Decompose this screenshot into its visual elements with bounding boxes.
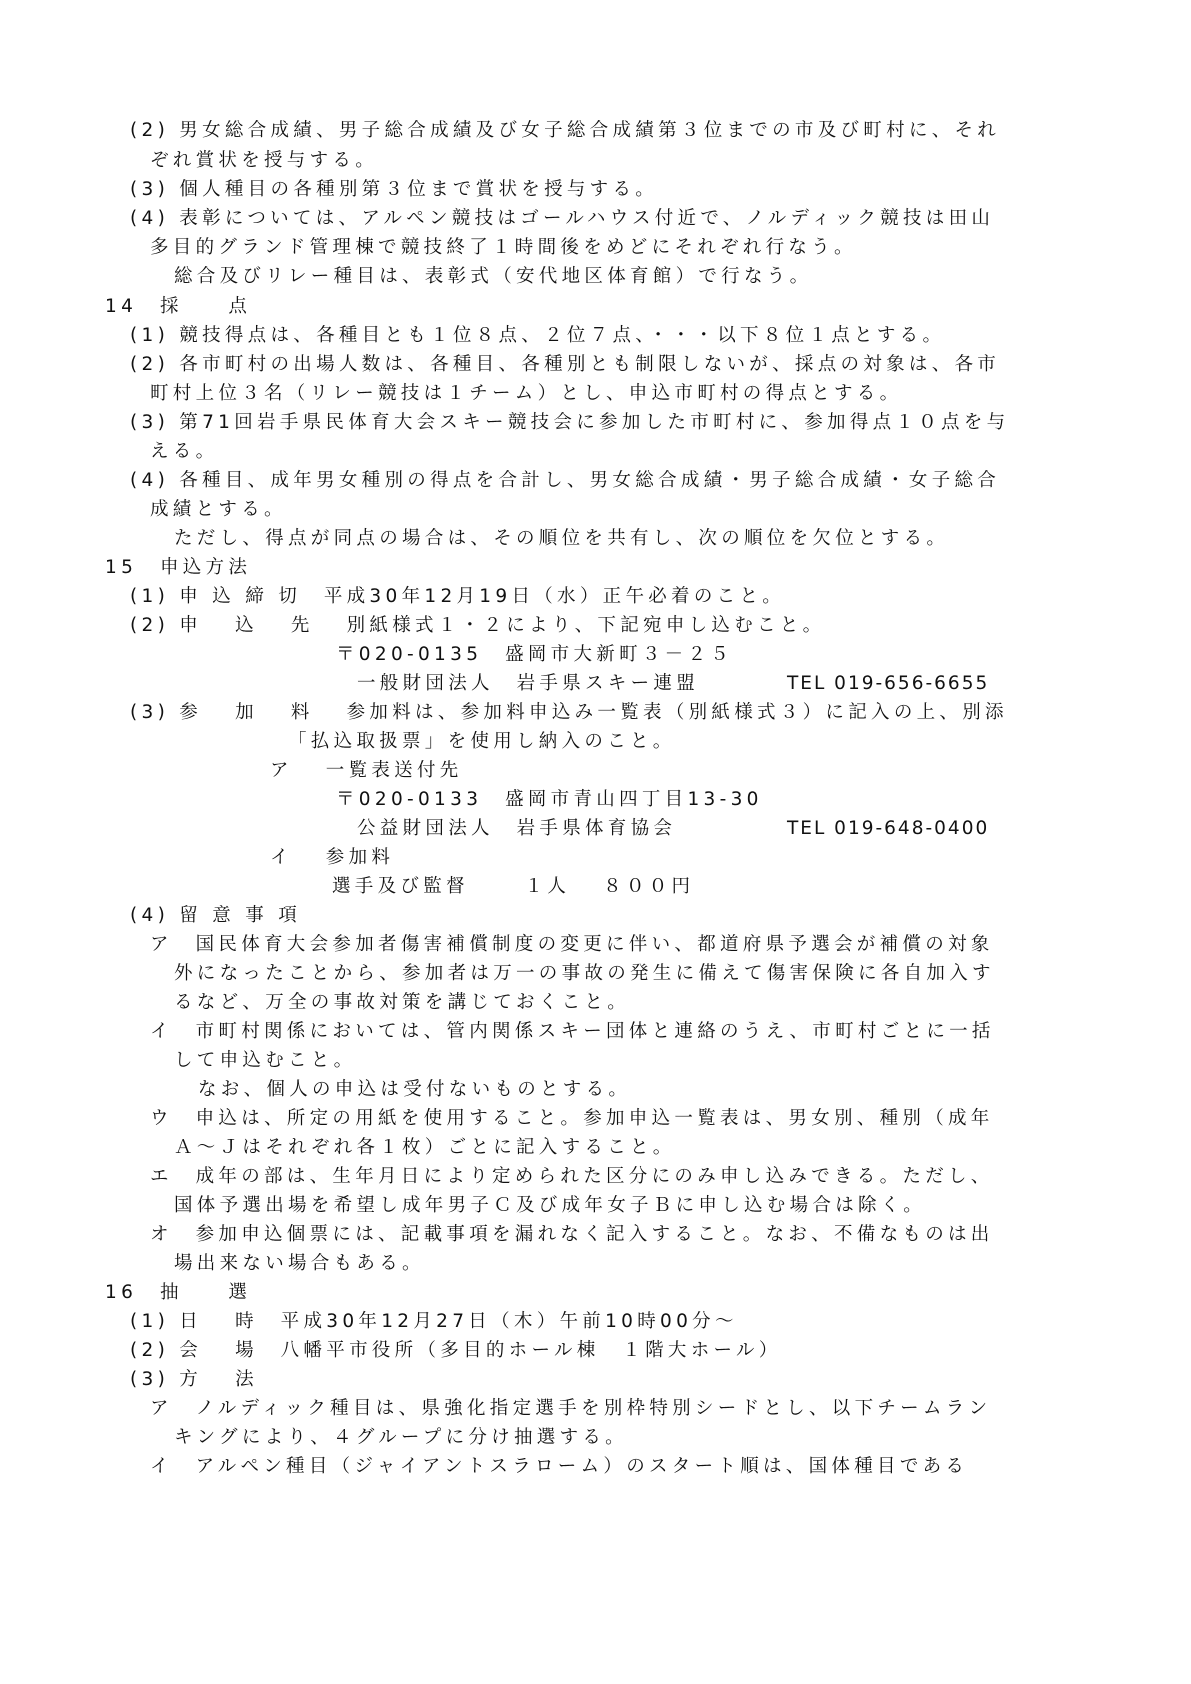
text-line: イ 参加料	[270, 847, 395, 868]
text-line: える。	[150, 441, 219, 462]
text-line: オ 参加申込個票には、記載事項を漏れなく記入すること。なお、不備なものは出	[150, 1224, 994, 1245]
section-heading: 16 抽 選	[105, 1282, 252, 1303]
text-line: (4) 表彰については、アルペン競技はゴールハウス付近で、ノルディック競技は田山	[130, 208, 995, 229]
text-line: (1) 申 込 締 切 平成30年12月19日（水）正午必着のこと。	[130, 586, 786, 607]
address-line: 〒020-0133 盛岡市青山四丁目13-30	[336, 789, 763, 810]
section-heading: 15 申込方法	[105, 557, 252, 578]
text-line: 「払込取扱票」を使用し納入のこと。	[288, 731, 676, 752]
text-line: (3) 個人種目の各種別第３位まで賞状を授与する。	[130, 179, 659, 200]
text-line: 外になったことから、参加者は万一の事故の発生に備えて傷害保険に各自加入す	[174, 963, 995, 984]
text-line: 多目的グランド管理棟で競技終了１時間後をめどにそれぞれ行なう。	[150, 237, 857, 258]
text-line: ア ノルディック種目は、県強化指定選手を別枠特別シードとし、以下チームラン	[150, 1398, 992, 1419]
text-line: 成績とする。	[150, 499, 287, 520]
address-line: 〒020-0135 盛岡市大新町３－２５	[336, 644, 734, 665]
phone-number: TEL 019-656-6655	[787, 673, 990, 694]
text-line: エ 成年の部は、生年月日により定められた区分にのみ申し込みできる。ただし、	[150, 1166, 994, 1187]
section-heading: 14 採 点	[105, 296, 252, 317]
text-line: (2) 男女総合成績、男子総合成績及び女子総合成績第３位までの市及び町村に、それ	[130, 120, 1001, 141]
text-line: なお、個人の申込は受付ないものとする。	[198, 1079, 632, 1100]
text-line: ウ 申込は、所定の用紙を使用すること。参加申込一覧表は、男女別、種別（成年	[150, 1108, 994, 1129]
fee-line: 選手及び監督 １人 ８００円	[332, 876, 695, 897]
text-line: して申込むこと。	[174, 1050, 357, 1071]
text-line: (3) 方 法	[130, 1369, 258, 1390]
organization-name: 一般財団法人 岩手県スキー連盟	[357, 673, 700, 694]
text-line: 国体予選出場を希望し成年男子Ｃ及び成年女子Ｂに申し込む場合は除く。	[174, 1195, 927, 1216]
text-line: (2) 会 場 八幡平市役所（多目的ホール棟 １階大ホール）	[130, 1340, 782, 1361]
text-line: イ 市町村関係においては、管内関係スキー団体と連絡のうえ、市町村ごとに一括	[150, 1021, 995, 1042]
text-line: (2) 申 込 先 別紙様式１・２により、下記宛申し込むこと。	[130, 615, 826, 636]
text-line: 総合及びリレー種目は、表彰式（安代地区体育館）で行なう。	[174, 266, 813, 287]
text-line: 場出来ない場合もある。	[174, 1253, 425, 1274]
text-line: (4) 留 意 事 項	[130, 905, 302, 926]
text-line: ぞれ賞状を授与する。	[150, 150, 379, 171]
text-line: ただし、得点が同点の場合は、その順位を共有し、次の順位を欠位とする。	[174, 528, 950, 549]
phone-number: TEL 019-648-0400	[787, 818, 990, 839]
text-line: るなど、万全の事故対策を講じておくこと。	[174, 992, 631, 1013]
text-line: (4) 各種目、成年男女種別の得点を合計し、男女総合成績・男子総合成績・女子総合	[130, 470, 1001, 491]
text-line: Ａ～Ｊはそれぞれ各１枚）ごとに記入すること。	[174, 1137, 676, 1158]
text-line: (3) 参 加 料 参加料は、参加料申込み一覧表（別紙様式３）に記入の上、別添	[130, 702, 1008, 723]
text-line: 町村上位３名（リレー競技は１チーム）とし、申込市町村の得点とする。	[150, 383, 903, 404]
text-line: (1) 競技得点は、各種目とも１位８点、２位７点、・・・以下８位１点とする。	[130, 325, 946, 346]
text-line: ア 一覧表送付先	[270, 760, 463, 781]
text-line: ア 国民体育大会参加者傷害補償制度の変更に伴い、都道府県予選会が補償の対象	[150, 934, 994, 955]
text-line: キングにより、４グループに分け抽選する。	[174, 1427, 628, 1448]
organization-name: 公益財団法人 岩手県体育協会	[357, 818, 677, 839]
text-line: (1) 日 時 平成30年12月27日（木）午前10時00分～	[130, 1311, 738, 1332]
text-line: (3) 第71回岩手県民体育大会スキー競技会に参加した市町村に、参加得点１０点を与	[130, 412, 1010, 433]
text-line: イ アルペン種目（ジャイアントスラローム）のスタート順は、国体種目である	[150, 1456, 969, 1477]
text-line: (2) 各市町村の出場人数は、各種目、各種別とも制限しないが、採点の対象は、各市	[130, 354, 1001, 375]
